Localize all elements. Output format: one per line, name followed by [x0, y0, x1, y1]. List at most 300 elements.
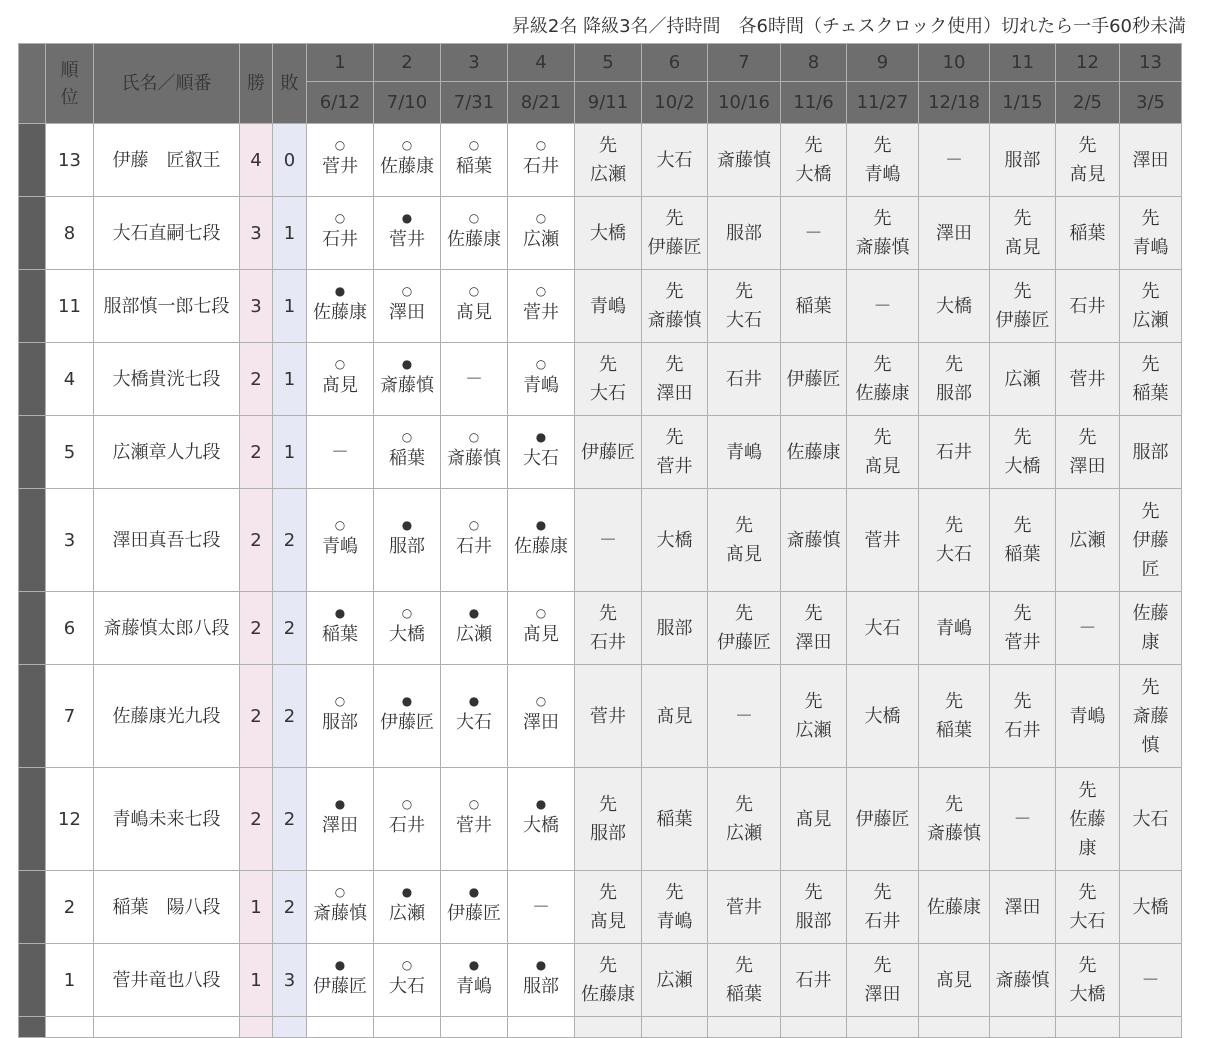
round-cell [642, 416, 708, 489]
round-cell [847, 270, 919, 343]
losses-cell: 1 [273, 270, 307, 343]
round-cell [708, 592, 781, 665]
table-row [19, 871, 1182, 944]
sente-mark: 先 [1078, 779, 1097, 801]
round-cell [847, 944, 919, 1017]
opponent-name: 大石 [1132, 808, 1169, 830]
sente-mark: 先 [873, 208, 892, 229]
round-cell [642, 124, 708, 197]
opponent-name: 斎藤 慎 [1132, 705, 1169, 756]
win-mark: ○ [334, 211, 346, 225]
opponent-name: 青嶋 [322, 536, 358, 557]
player-name: 伊藤 匠叡王 [94, 124, 240, 197]
sente-mark: 先 [1141, 676, 1160, 698]
opponent-name: 伊藤匠 [647, 237, 702, 258]
round-cell [642, 665, 708, 768]
round-cell [441, 665, 508, 768]
opponent-name: 石井 [726, 368, 762, 390]
opponent-name: 菅井 [1004, 632, 1041, 653]
sente-mark: 先 [945, 354, 963, 375]
win-mark: ○ [401, 284, 413, 298]
round-cell [919, 944, 990, 1017]
win-mark: ○ [401, 430, 413, 444]
sente-mark: 先 [1013, 691, 1032, 712]
opponent-name: 佐藤康 [447, 229, 501, 250]
partial-cell [508, 1017, 575, 1038]
round-cell [919, 270, 990, 343]
round-cell [781, 270, 847, 343]
opponent-name: 広瀬 [523, 229, 559, 250]
opponent-name: 菅井 [456, 815, 492, 836]
loss-mark: ● [535, 797, 547, 811]
opponent-name: 広瀬 [590, 164, 626, 185]
partial-cell [1120, 1017, 1182, 1038]
round-cell [508, 270, 575, 343]
player-name: 広瀬章人九段 [94, 416, 240, 489]
round-cell [1056, 592, 1120, 665]
round-cell [1120, 944, 1182, 1017]
win-mark: ○ [468, 518, 480, 532]
opponent-name: 稲葉 [656, 808, 693, 830]
round-cell [1056, 197, 1120, 270]
partial-cell [46, 1017, 94, 1038]
opponent-name: 伊藤匠 [717, 632, 771, 653]
round-cell [307, 197, 374, 270]
row-strip [19, 416, 46, 489]
round-cell [374, 416, 441, 489]
opponent-name: 青嶋 [864, 164, 901, 185]
opponent-name: 佐藤康 [380, 156, 434, 177]
opponent-name: 佐藤康 [855, 383, 910, 404]
round-cell [990, 665, 1056, 768]
sente-mark: 先 [1141, 354, 1160, 375]
table-header [19, 44, 1182, 124]
sente-mark: 先 [873, 427, 892, 448]
win-mark: ○ [468, 284, 480, 298]
round-cell [847, 592, 919, 665]
opponent-name: － [532, 896, 550, 918]
round-cell [847, 768, 919, 871]
sente-mark: 先 [665, 208, 684, 229]
table-row [19, 270, 1182, 343]
round-cell [990, 416, 1056, 489]
opponent-name: 髙見 [322, 375, 358, 396]
round-cell [1120, 871, 1182, 944]
round-cell [508, 124, 575, 197]
round-cell [508, 343, 575, 416]
row-strip [19, 197, 46, 270]
opponent-name: 大石 [726, 310, 762, 331]
sente-mark: 先 [1141, 208, 1160, 229]
partial-cell [575, 1017, 642, 1038]
round-cell [847, 665, 919, 768]
opponent-name: 石井 [456, 536, 492, 557]
opponent-name: 斎藤慎 [647, 310, 702, 331]
round-cell [919, 197, 990, 270]
opponent-name: 伊藤匠 [380, 712, 434, 733]
sente-mark: 先 [1078, 427, 1097, 448]
opponent-name: 大石 [864, 617, 901, 639]
opponent-name: 服部 [322, 712, 358, 733]
opponent-name: 大橋 [936, 295, 972, 317]
round-cell [781, 197, 847, 270]
opponent-name: 佐藤康 [927, 896, 981, 918]
header-round-3: 3 [441, 44, 508, 82]
opponent-name: 澤田 [389, 302, 425, 323]
round-cell [1056, 871, 1120, 944]
loss-mark: ● [535, 958, 547, 972]
round-cell [1120, 197, 1182, 270]
opponent-name: 佐藤康 [514, 536, 568, 557]
league-caption: 昇級2名 降級3名／持時間 各6時間（チェスクロック使用）切れたら一手60秒未満 [511, 16, 1186, 37]
header-date-13: 3/5 [1120, 82, 1182, 124]
opponent-name: 石井 [1069, 295, 1106, 317]
header-date-8: 11/6 [781, 82, 847, 124]
sente-mark: 先 [735, 515, 753, 536]
sente-mark: 先 [665, 882, 684, 903]
round-cell [1056, 768, 1120, 871]
opponent-name: 大橋 [1132, 896, 1169, 918]
row-strip [19, 489, 46, 592]
opponent-name: 青嶋 [456, 976, 492, 997]
losses-cell: 2 [273, 768, 307, 871]
round-cell [307, 270, 374, 343]
opponent-name: － [465, 368, 483, 390]
round-cell [441, 871, 508, 944]
round-cell [508, 416, 575, 489]
round-cell [441, 768, 508, 871]
opponent-name: 石井 [389, 815, 425, 836]
opponent-name: － [735, 705, 753, 727]
opponent-name: 大橋 [389, 624, 425, 645]
opponent-name: 大橋 [864, 705, 901, 727]
header-round-11: 11 [990, 44, 1056, 82]
sente-mark: 先 [1141, 500, 1160, 522]
opponent-name: 澤田 [864, 984, 901, 1005]
row-strip [19, 343, 46, 416]
sente-mark: 先 [945, 515, 963, 536]
round-cell [508, 944, 575, 1017]
partial-cell [1056, 1017, 1120, 1038]
sente-mark: 先 [1013, 281, 1032, 302]
opponent-name: 佐藤 康 [1069, 808, 1106, 859]
round-cell [847, 489, 919, 592]
opponent-name: 石井 [795, 969, 832, 991]
sente-mark: 先 [599, 603, 617, 624]
round-cell [781, 489, 847, 592]
header-date-12: 2/5 [1056, 82, 1120, 124]
league-table [18, 43, 1182, 1038]
round-cell [575, 768, 642, 871]
opponent-name: 伊藤匠 [447, 903, 501, 924]
opponent-name: 青嶋 [590, 295, 626, 317]
table-row-partial [19, 1017, 1182, 1038]
wins-cell: 3 [240, 270, 273, 343]
sente-mark: 先 [1013, 515, 1032, 536]
round-cell [919, 592, 990, 665]
opponent-name: 広瀬 [1069, 529, 1106, 551]
round-cell [1120, 665, 1182, 768]
round-cell [374, 944, 441, 1017]
opponent-name: 髙見 [795, 808, 832, 830]
round-cell [374, 871, 441, 944]
opponent-name: 服部 [936, 383, 972, 404]
loss-mark: ● [334, 606, 346, 620]
opponent-name: 大石 [523, 448, 559, 469]
table-row [19, 343, 1182, 416]
round-cell [1120, 270, 1182, 343]
round-cell [990, 270, 1056, 343]
opponent-name: － [804, 222, 823, 244]
header-round-13: 13 [1120, 44, 1182, 82]
round-cell [1056, 343, 1120, 416]
round-cell [374, 270, 441, 343]
sente-mark: 先 [873, 882, 892, 903]
rank-cell: 2 [46, 871, 94, 944]
opponent-name: － [945, 149, 963, 171]
sente-mark: 先 [1141, 281, 1160, 302]
sente-mark: 先 [873, 354, 892, 375]
header-losses: 敗 [273, 44, 307, 124]
losses-cell: 1 [273, 416, 307, 489]
opponent-name: 広瀬 [656, 969, 693, 991]
opponent-name: 青嶋 [726, 441, 762, 463]
sente-mark: 先 [804, 691, 823, 712]
wins-cell: 2 [240, 768, 273, 871]
opponent-name: 菅井 [322, 156, 358, 177]
table-row [19, 489, 1182, 592]
opponent-name: 髙見 [456, 302, 492, 323]
opponent-name: 斎藤慎 [717, 149, 771, 171]
opponent-name: 伊藤匠 [581, 441, 635, 463]
opponent-name: 稲葉 [936, 720, 972, 741]
header-date-3: 7/31 [441, 82, 508, 124]
opponent-name: 稲葉 [389, 448, 425, 469]
win-mark: ○ [535, 138, 547, 152]
round-cell [307, 124, 374, 197]
wins-cell: 4 [240, 124, 273, 197]
loss-mark: ● [535, 430, 547, 444]
partial-cell [441, 1017, 508, 1038]
opponent-name: 髙見 [656, 705, 693, 727]
header-date-7: 10/16 [708, 82, 781, 124]
wins-cell: 2 [240, 489, 273, 592]
rank-cell: 1 [46, 944, 94, 1017]
win-mark: ○ [535, 606, 547, 620]
row-strip [19, 768, 46, 871]
win-mark: ○ [334, 694, 346, 708]
partial-cell [990, 1017, 1056, 1038]
round-cell [919, 768, 990, 871]
header-round-9: 9 [847, 44, 919, 82]
opponent-name: 石井 [523, 156, 559, 177]
opponent-name: 澤田 [795, 632, 832, 653]
round-cell [847, 416, 919, 489]
opponent-name: － [873, 295, 892, 317]
header-round-1: 1 [307, 44, 374, 82]
opponent-name: 石井 [864, 911, 901, 932]
round-cell [919, 124, 990, 197]
opponent-name: 澤田 [1069, 456, 1106, 477]
round-cell [847, 124, 919, 197]
opponent-name: 服部 [795, 911, 832, 932]
loss-mark: ● [468, 694, 480, 708]
opponent-name: － [599, 529, 617, 551]
player-name: 斎藤慎太郎八段 [94, 592, 240, 665]
wins-cell: 2 [240, 416, 273, 489]
header-date-5: 9/11 [575, 82, 642, 124]
wins-cell: 1 [240, 871, 273, 944]
round-cell [708, 343, 781, 416]
player-name: 服部慎一郎七段 [94, 270, 240, 343]
header-round-8: 8 [781, 44, 847, 82]
losses-cell: 2 [273, 489, 307, 592]
partial-cell [781, 1017, 847, 1038]
round-cell [575, 343, 642, 416]
opponent-name: 斎藤慎 [786, 529, 841, 551]
opponent-name: 菅井 [726, 896, 762, 918]
round-cell [919, 665, 990, 768]
round-cell [1120, 592, 1182, 665]
round-cell [781, 124, 847, 197]
round-cell [508, 197, 575, 270]
sente-mark: 先 [599, 882, 617, 903]
round-cell [708, 197, 781, 270]
losses-cell: 2 [273, 871, 307, 944]
opponent-name: 斎藤慎 [447, 448, 501, 469]
row-strip [19, 944, 46, 1017]
opponent-name: 澤田 [936, 222, 972, 244]
loss-mark: ● [401, 518, 413, 532]
sente-mark: 先 [873, 135, 892, 156]
round-cell [508, 489, 575, 592]
win-mark: ○ [401, 606, 413, 620]
win-mark: ○ [535, 357, 547, 371]
row-strip [19, 124, 46, 197]
round-cell [575, 416, 642, 489]
round-cell [575, 871, 642, 944]
sente-mark: 先 [1078, 955, 1097, 976]
opponent-name: 服部 [1132, 441, 1169, 463]
round-cell [990, 944, 1056, 1017]
round-cell [1056, 665, 1120, 768]
opponent-name: － [1141, 969, 1160, 991]
opponent-name: 菅井 [656, 456, 693, 477]
partial-cell [94, 1017, 240, 1038]
opponent-name: 大石 [1069, 911, 1106, 932]
sente-mark: 先 [1013, 603, 1032, 624]
round-cell [708, 665, 781, 768]
round-cell [1056, 124, 1120, 197]
loss-mark: ● [535, 518, 547, 532]
losses-cell: 2 [273, 665, 307, 768]
opponent-name: 石井 [322, 229, 358, 250]
round-cell [781, 343, 847, 416]
sente-mark: 先 [804, 882, 823, 903]
opponent-name: － [331, 441, 349, 463]
loss-mark: ● [334, 284, 346, 298]
opponent-name: 佐藤康 [313, 302, 367, 323]
opponent-name: 服部 [1004, 149, 1041, 171]
win-mark: ○ [468, 797, 480, 811]
opponent-name: 伊藤 匠 [1132, 529, 1169, 580]
opponent-name: 澤田 [656, 383, 693, 404]
round-cell [575, 665, 642, 768]
opponent-name: 髙見 [1004, 237, 1041, 258]
win-mark: ○ [535, 284, 547, 298]
table-row [19, 592, 1182, 665]
opponent-name: 佐藤 康 [1132, 603, 1169, 653]
sente-mark: 先 [735, 955, 753, 976]
round-cell [575, 124, 642, 197]
opponent-name: 稲葉 [1004, 544, 1041, 565]
win-mark: ○ [468, 211, 480, 225]
round-cell [642, 768, 708, 871]
round-cell [642, 270, 708, 343]
opponent-name: 大橋 [1069, 984, 1106, 1005]
round-cell [847, 343, 919, 416]
rank-cell: 5 [46, 416, 94, 489]
round-cell [307, 343, 374, 416]
sente-mark: 先 [1013, 427, 1032, 448]
player-name: 大石直嗣七段 [94, 197, 240, 270]
round-cell [990, 768, 1056, 871]
round-cell [781, 768, 847, 871]
opponent-name: 稲葉 [726, 984, 762, 1005]
table-row [19, 768, 1182, 871]
round-cell [307, 768, 374, 871]
round-cell [781, 665, 847, 768]
opponent-name: － [1013, 808, 1032, 830]
round-cell [781, 944, 847, 1017]
round-cell [781, 416, 847, 489]
header-round-6: 6 [642, 44, 708, 82]
loss-mark: ● [401, 357, 413, 371]
loss-mark: ● [468, 958, 480, 972]
opponent-name: 服部 [590, 823, 626, 844]
sente-mark: 先 [599, 794, 617, 815]
losses-cell: 1 [273, 343, 307, 416]
sente-mark: 先 [599, 135, 617, 156]
opponent-name: 髙見 [864, 456, 901, 477]
round-cell [1056, 416, 1120, 489]
win-mark: ○ [334, 885, 346, 899]
row-strip [19, 871, 46, 944]
round-cell [508, 871, 575, 944]
round-cell [441, 944, 508, 1017]
opponent-name: 髙見 [523, 624, 559, 645]
round-cell [990, 343, 1056, 416]
opponent-name: 広瀬 [726, 823, 762, 844]
opponent-name: 広瀬 [1132, 310, 1169, 331]
opponent-name: 澤田 [523, 712, 559, 733]
opponent-name: 青嶋 [1069, 705, 1106, 727]
win-mark: ○ [401, 797, 413, 811]
table-row [19, 197, 1182, 270]
wins-cell: 3 [240, 197, 273, 270]
round-cell [919, 343, 990, 416]
loss-mark: ● [401, 211, 413, 225]
round-cell [441, 343, 508, 416]
round-cell [307, 871, 374, 944]
header-round-4: 4 [508, 44, 575, 82]
loss-mark: ● [401, 694, 413, 708]
win-mark: ○ [401, 138, 413, 152]
opponent-name: 大石 [590, 383, 626, 404]
round-cell [575, 270, 642, 343]
header-date-6: 10/2 [642, 82, 708, 124]
opponent-name: 稲葉 [456, 156, 492, 177]
